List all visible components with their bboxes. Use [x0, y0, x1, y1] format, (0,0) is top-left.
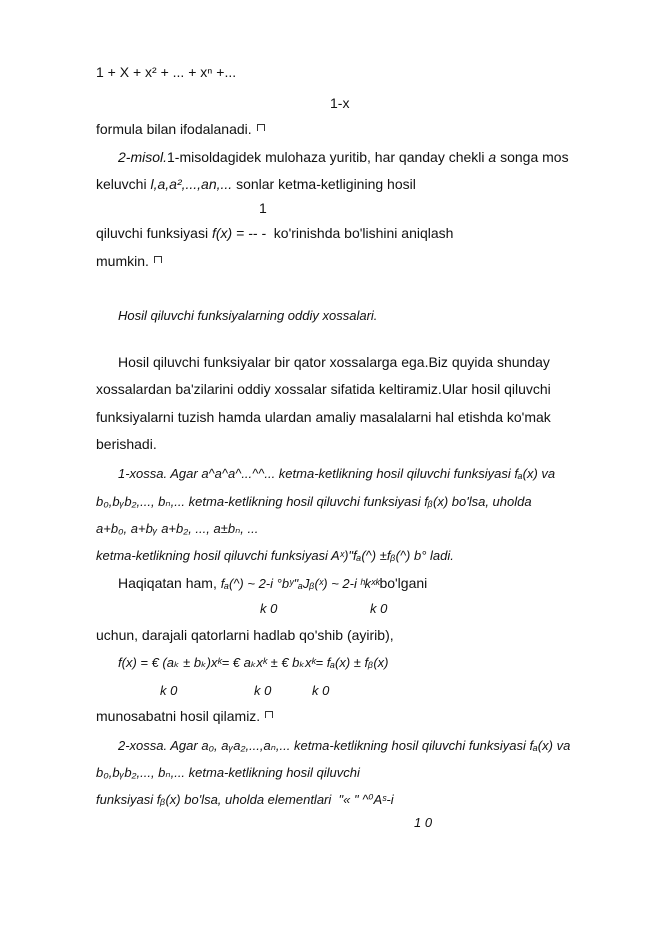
conclusion-text: munosabatni hosil qilamiz.	[96, 708, 261, 724]
property-2-elements: "« " ^⁰Aˢ-i	[338, 792, 394, 807]
example-2-end	[96, 253, 162, 270]
sequence-text: sonlar ketma-ketligining hosil	[236, 176, 416, 192]
sequence-expression: l,a,a²,...,an,...	[150, 176, 233, 192]
summation-index: k 0	[370, 601, 388, 616]
property-2-line-1: 2-xossa. Agar a₀, aᵧa₂,...,aₙ,... ketma-ketlikning hosil qiluvchi funksiyasi fₐ(x) va	[118, 738, 571, 753]
summation-index: k 0	[312, 683, 330, 698]
fraction-numerator: 1	[259, 200, 267, 216]
summation-index: 1 0	[414, 815, 433, 830]
property-2-text: funksiyasi fᵦ(x) bo'lsa, uholda elementlari	[96, 792, 332, 807]
paragraph-line-2: xossalardan ba'zilarini oddiy xossalar sifatida keltiramiz.Ular hosil qiluvchi	[96, 381, 551, 397]
summation-index: k 0	[254, 683, 272, 698]
property-1-line-3: a+b₀, a+bᵧ a+b₂, ..., a±bₙ, ...	[96, 521, 259, 536]
property-2-line-2: b₀,bᵧb₂,..., bₙ,... ketma-ketlikning hosil qiluvchi	[96, 765, 360, 780]
keluvchi-text: keluvchi	[96, 176, 147, 192]
property-1-line-2: b₀,bᵧb₂,..., bₙ,... ketma-ketlikning hosil qiluvchi funksiyasi fᵦ(x) bo'lsa, uholda	[96, 494, 532, 509]
end-of-proof-mark	[154, 256, 162, 263]
formula-denominator: 1-x	[330, 95, 350, 111]
uchun-line: uchun, darajali qatorlarni hadlab qo'shib (ayirib),	[96, 627, 394, 643]
example-2-text-end: songa mos	[500, 149, 569, 165]
example-2-line-2	[96, 176, 416, 193]
paragraph-line-3: funksiyalarni tuzish hamda ulardan amaliy masalalarni hal etishda ko'mak	[96, 409, 551, 425]
sum-equation: f(x) = € (aₖ ± bₖ)xᵏ= € aₖxᵏ ± € bₖxᵏ= fₐ(x) ± fᵦ(x)	[118, 655, 389, 670]
summation-index: k 0	[260, 601, 278, 616]
paragraph-line-4: berishadi.	[96, 436, 157, 452]
property-2-line-3	[96, 791, 394, 808]
proof-line	[118, 575, 427, 592]
variable-a: a	[488, 149, 497, 165]
proof-text: Haqiqatan ham,	[118, 575, 217, 591]
form-text: ko'rinishda bo'lishini aniqlash	[273, 225, 454, 241]
formula-caption	[96, 121, 265, 138]
summation-index: k 0	[160, 683, 178, 698]
end-of-proof-mark	[257, 124, 265, 131]
paragraph-line-1: Hosil qiluvchi funksiyalar bir qator xossalarga ega.Biz quyida shunday	[118, 354, 550, 370]
section-heading: Hosil qiluvchi funksiyalarning oddiy xossalari.	[118, 308, 378, 323]
mumkin-text: mumkin.	[96, 253, 149, 269]
proof-expression: fₐ(^) ~ 2-i °bʸ"ₐJᵦ(ˣ) ~ 2-i ʰkˣᵏ	[220, 576, 380, 591]
property-1-line-4: ketma-ketlikning hosil qiluvchi funksiyasi Aˣ)"fₐ(^) ±fᵦ(^) b° ladi.	[96, 548, 454, 563]
function-text: qiluvchi funksiyasi	[96, 225, 209, 241]
end-of-proof-mark	[265, 711, 273, 718]
example-2-text: 1-misoldagidek mulohaza yuritib, har qanday chekli	[167, 149, 485, 165]
function-expression: f(x) = -- -	[211, 225, 266, 241]
example-2-label: 2-misol.	[118, 149, 168, 165]
conclusion-line	[96, 708, 273, 725]
property-1-line-1: 1-xossa. Agar a^a^a^...^^... ketma-ketlikning hosil qiluvchi funksiyasi fₐ(x) va	[118, 466, 556, 481]
example-2-line-3	[96, 225, 453, 242]
caption-text: formula bilan ifodalanadi.	[96, 121, 252, 137]
series-formula: 1 + X + x² + ... + xⁿ +...	[96, 64, 237, 80]
proof-text-end: bo'lgani	[379, 575, 428, 591]
example-2-line	[118, 149, 569, 166]
